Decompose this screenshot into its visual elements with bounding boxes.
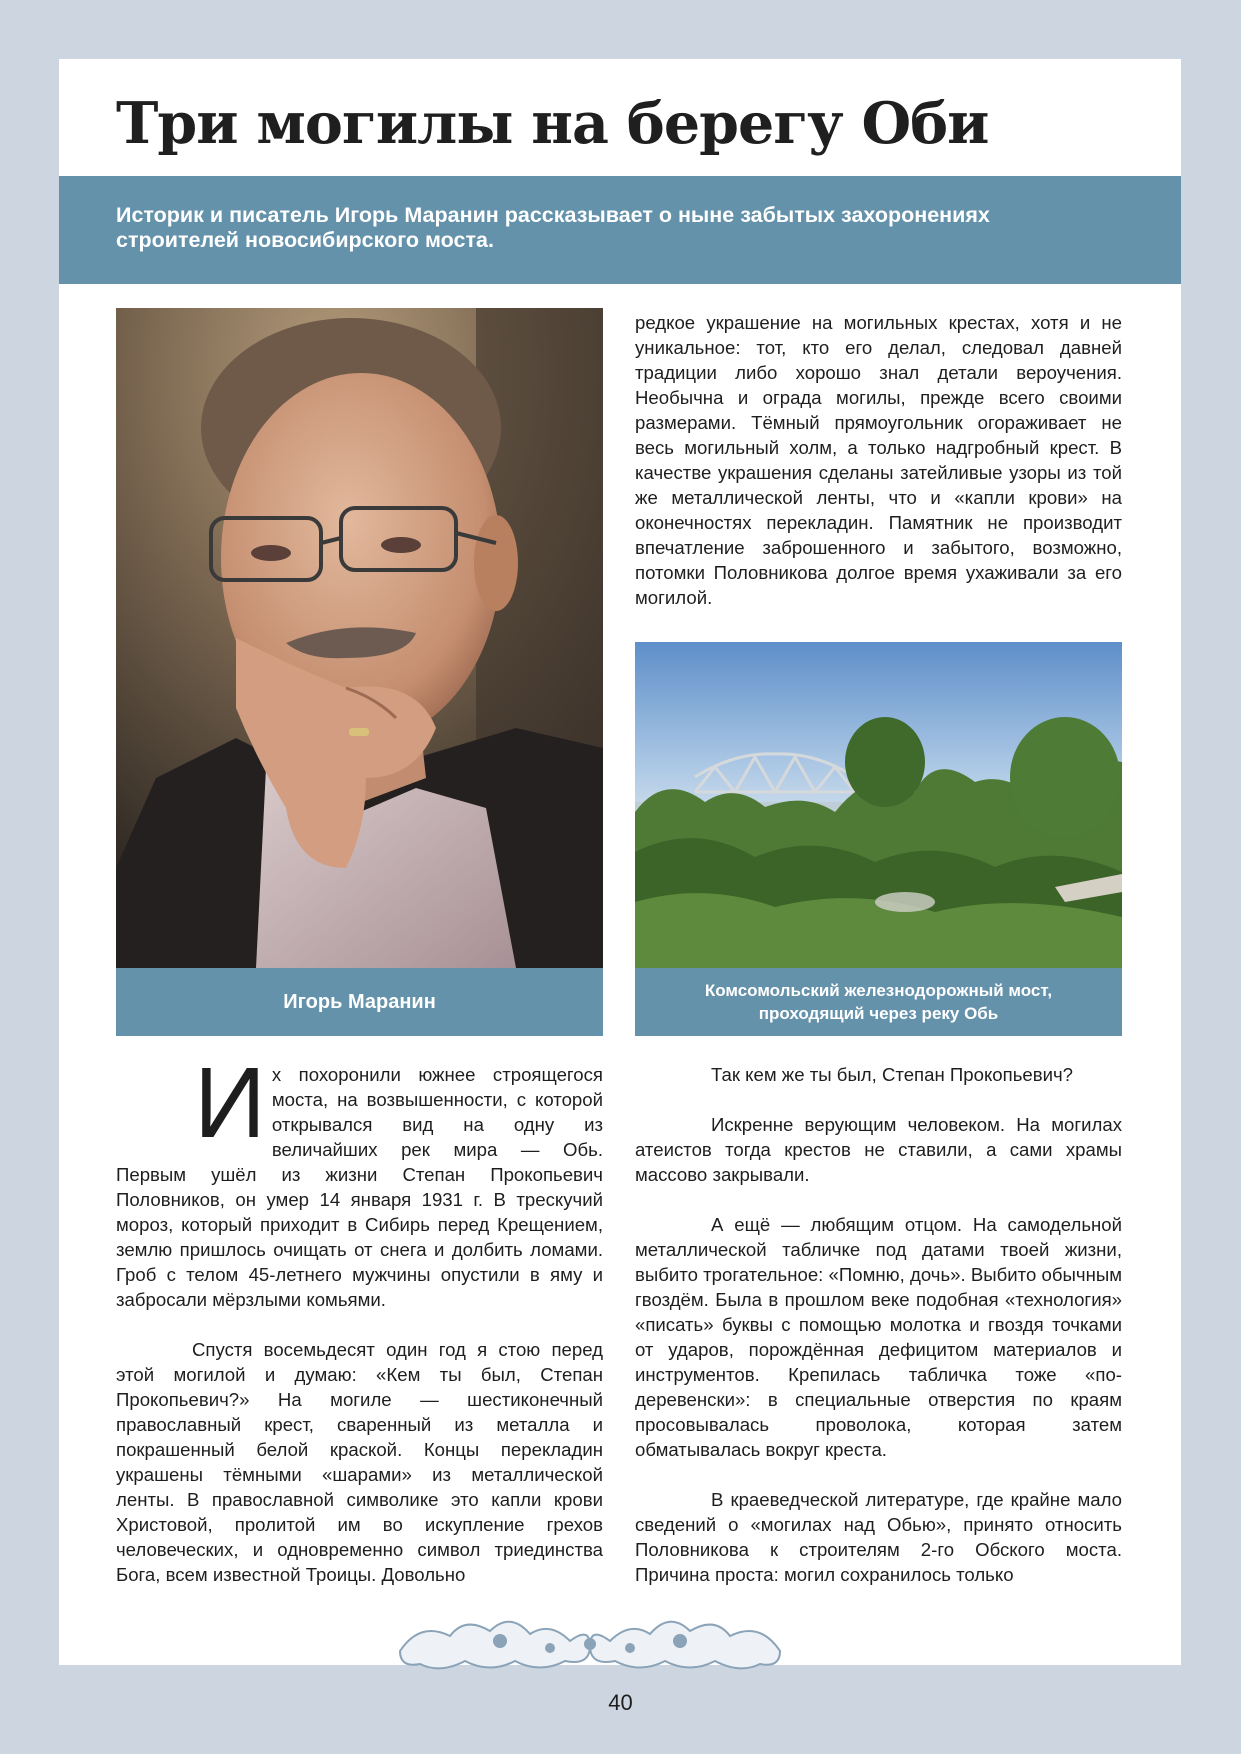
paragraph: редкое украшение на могильных крестах, хотя и не уникальное: тот, кто его делал, следовал давней традиции либо хорошо знал детали вероучения. Необычна и ограда могилы, прежде всего своими размерами. Тёмный прямоугольник огораживает не весь могильный холм, а только надгробный крест. В качестве украшения сделаны затейливые узоры из той же металлической ленты, что и «капли крови» на оконечностях перекладин. Памятник не производит впечатление заброшенного и забытого, возможно, потомки Половникова долгое время ухаживали за его могилой. xyxy=(635,312,1122,608)
column-right-bottom xyxy=(635,1062,1122,1587)
lead-band xyxy=(59,176,1181,284)
dropcap: И xyxy=(194,1047,266,1159)
paragraph: Искренне верующим человеком. На могилах атеистов тогда крестов не ставили, а сами храмы массово закрывали. xyxy=(635,1114,1122,1185)
paragraph-text: х похоронили южнее строящегося моста, на возвышенности, с которой открывался вид на одну из величайших рек мира — Обь. Первым ушёл из жизни Степан Прокопьевич Половников, он умер 14 января 1931 г. В трескучий мороз, который приходит в Сибирь перед Крещением, землю пришлось очищать от снега и долбить ломами. Гроб с телом 45-летнего мужчины опустили в яму и забросали мёрзлыми комьями. xyxy=(116,1064,603,1310)
page-number: 40 xyxy=(608,1690,633,1715)
column-right-top xyxy=(635,310,1122,610)
paragraph: А ещё — любящим отцом. На самодельной металлической табличке под датами твоей жизни, выбито трогательное: «Помню, дочь». Выбито обычным гвоздём. Была в прошлом веке подобная «технология» «писать» буквы с помощью молотка и гвоздя точками от ударов, порождённая дефицитом материалов и инструментов. Крепилась табличка тоже «по-деревенски»: в специальные отверстия по краям просовывалась проволока, которая затем обматывалась вокруг креста. xyxy=(635,1214,1122,1460)
paragraph-with-dropcap xyxy=(116,1047,603,1312)
floral-ornament-icon xyxy=(390,1606,790,1676)
column-left xyxy=(116,1047,603,1587)
portrait-caption: Игорь Маранин xyxy=(116,968,603,1036)
paragraph: В краеведческой литературе, где крайне мало сведений о «могилах над Обью», принято относить Половникова к строителям 2-го Обского моста. Причина проста: могил сохранилось только xyxy=(635,1489,1122,1585)
paragraph: Спустя восемьдесят один год я стою перед этой могилой и думаю: «Кем ты был, Степан Прокопьевич?» На могиле — шестиконечный православный крест, сваренный из металла и покрашенный белой краской. Концы перекладин украшены тёмными «шарами» из металлической ленты. В православной символике это капли крови Христовой, пролитой им во искупление грехов человеческих, и одновременно символ триединства Бога, всем известной Троицы. Довольно xyxy=(116,1339,603,1585)
article-lead: Историк и писатель Игорь Маранин рассказывает о ныне забытых захоронениях строителей новосибирского моста. xyxy=(116,203,990,252)
paragraph: Так кем же ты был, Степан Прокопьевич? xyxy=(711,1064,1074,1085)
bridge-photo xyxy=(635,642,1122,968)
portrait-photo xyxy=(116,308,603,968)
article-title: Три могилы на берегу Оби xyxy=(116,90,989,157)
bridge-caption: Комсомольский железнодорожный мост, проходящий через реку Обь xyxy=(635,968,1122,1036)
magazine-page xyxy=(59,59,1181,1665)
